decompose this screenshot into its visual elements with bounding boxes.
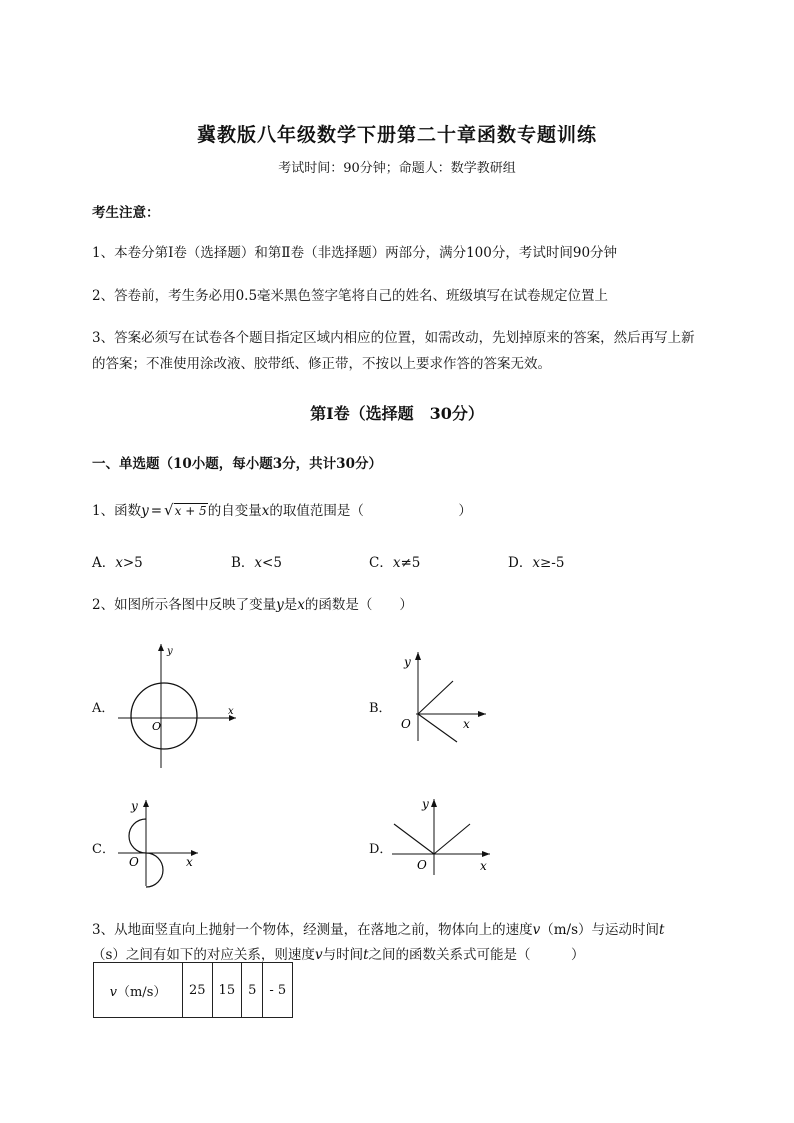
q3-line2-a: （s）之间有如下的对应关系，则速度: [92, 947, 315, 963]
right-branch: [434, 824, 470, 854]
upper-semicircle: [129, 819, 146, 853]
page-title: 冀教版八年级数学下册第二十章函数专题训练: [196, 124, 597, 146]
table-header-unit: （m/s）: [116, 984, 167, 1000]
origin-label: O: [417, 858, 427, 872]
q1-option-c-var: x: [392, 555, 401, 571]
q1-option-d[interactable]: [508, 551, 564, 571]
q1-option-a-label: A．: [92, 555, 116, 571]
y-axis-arrow-icon: [431, 799, 437, 807]
q1-option-a-rest: >5: [122, 555, 143, 571]
left-branch: [394, 824, 434, 854]
q1-option-d-rest: ≥-5: [539, 555, 565, 571]
y-axis-label: y: [167, 646, 173, 657]
table-cell: 25: [183, 963, 213, 1018]
q2-var-y: y: [276, 597, 284, 613]
q1-option-a[interactable]: [92, 551, 143, 571]
x-axis-label: x: [228, 706, 234, 717]
velocity-table: [93, 962, 293, 1018]
origin-label: O: [401, 717, 411, 731]
q1-option-c-label: C．: [369, 555, 393, 571]
q3-line2-v: v: [314, 947, 323, 963]
question-1: [92, 499, 472, 519]
table-cell: - 5: [263, 963, 293, 1018]
q2-graph-c-label[interactable]: C．: [92, 842, 115, 857]
x-axis-label: x: [463, 717, 470, 731]
q2-graph-c: [114, 790, 204, 890]
y-axis-arrow-icon: [415, 652, 421, 660]
origin-label: O: [129, 855, 139, 869]
table-cell: 15: [212, 963, 242, 1018]
q3-line1-v: v: [532, 922, 541, 938]
x-axis-arrow-icon: [478, 711, 486, 717]
q1-option-b-rest: <5: [262, 555, 282, 571]
q3-line1-b: （m/s）与运动时间: [540, 922, 660, 938]
q1-formula-y: y: [141, 503, 149, 519]
q2-graph-d: [386, 795, 496, 877]
notice-item-3-cont: 的答案；不准使用涂改液、胶带纸、修正带，不按以上要求作答的答案无效。: [92, 356, 551, 372]
q2-var-x: x: [297, 597, 305, 613]
notice-item-3: 3、答案必须写在试卷各个题目指定区域内相应的位置，如需改动，先划掉原来的答案，然后再写上新: [92, 330, 695, 346]
x-axis-label: x: [480, 859, 487, 873]
q2-graph-a-label[interactable]: A．: [92, 701, 115, 716]
section-title: 第I卷（选择题 30分）: [310, 404, 484, 423]
q1-suffix: 的取值范围是（ ）: [269, 503, 472, 519]
upper-ray: [418, 681, 453, 714]
q1-var: x: [261, 503, 270, 519]
question-3-line-2: [92, 943, 585, 963]
q1-option-c-rest: ≠5: [400, 555, 421, 571]
q2-graph-b: [392, 648, 492, 748]
q2-graph-b-label[interactable]: B．: [369, 701, 392, 716]
q1-option-c[interactable]: [369, 551, 420, 571]
q2-graph-d-label[interactable]: D．: [369, 842, 393, 857]
q2-suffix: 的函数是（ ）: [304, 597, 413, 613]
table-header-var: v: [109, 984, 117, 1000]
q1-option-a-var: x: [115, 555, 123, 571]
q1-option-b-var: x: [254, 555, 263, 571]
q1-option-b[interactable]: [231, 551, 282, 571]
q3-line1-t: t: [659, 922, 665, 938]
q3-line2-c: 之间的函数关系式可能是（ ）: [368, 947, 585, 963]
q2-middle: 是: [283, 597, 298, 613]
question-3-line-1: [92, 918, 664, 938]
lower-ray: [418, 714, 457, 742]
notice-heading: 考生注意：: [92, 205, 160, 221]
q3-line2-t: t: [363, 947, 369, 963]
q1-middle: 的自变量: [207, 503, 262, 519]
q2-graph-a: [112, 640, 242, 772]
q1-option-d-var: x: [532, 555, 540, 571]
q3-line2-b: 与时间: [322, 947, 364, 963]
notice-item-2: 2、答卷前，考生务必用0.5毫米黑色签字笔将自己的姓名、班级填写在试卷规定位置上: [92, 288, 609, 304]
circle-curve: [131, 683, 197, 749]
q1-prefix: 1、函数: [92, 503, 142, 519]
x-axis-label: x: [186, 855, 193, 869]
q1-option-d-label: D．: [508, 555, 533, 571]
notice-item-1: 1、本卷分第I卷（选择题）和第Ⅱ卷（非选择题）两部分，满分100分，考试时间90分钟: [92, 245, 618, 261]
q1-formula-eq: =: [150, 503, 163, 519]
question-2: [92, 593, 413, 613]
q1-option-b-label: B．: [231, 555, 255, 571]
q1-formula-radicand: x + 5: [174, 504, 207, 518]
table-cell: 5: [242, 963, 263, 1018]
sqrt-icon: √: [164, 501, 174, 519]
part-heading: 一、单选题（10小题，每小题3分，共计30分）: [92, 456, 382, 472]
lower-semicircle: [146, 853, 163, 887]
q2-prefix: 2、如图所示各图中反映了变量: [92, 597, 277, 613]
y-axis-arrow-icon: [158, 644, 164, 651]
y-axis-label: y: [404, 655, 411, 669]
page-subtitle: 考试时间：90分钟；命题人：数学教研组: [278, 161, 516, 176]
x-axis-arrow-icon: [482, 851, 490, 857]
q3-line1-a: 3、从地面竖直向上抛射一个物体，经测量，在落地之前，物体向上的速度: [92, 922, 533, 938]
table-row: [94, 963, 293, 1018]
origin-label: O: [152, 720, 162, 733]
table-header-cell: [94, 963, 183, 1018]
y-axis-label: y: [131, 799, 138, 813]
y-axis-label: y: [422, 797, 429, 811]
y-axis-arrow-icon: [143, 800, 149, 807]
